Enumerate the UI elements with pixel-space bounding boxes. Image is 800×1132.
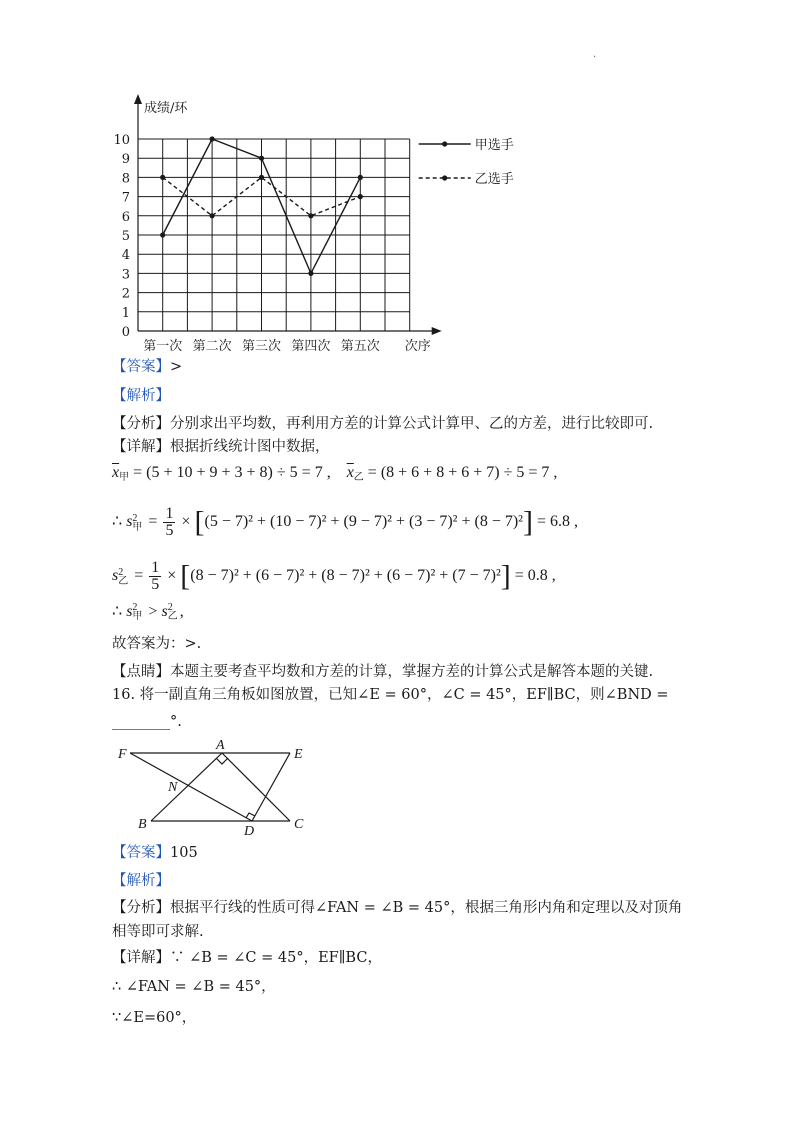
series-point <box>358 175 363 180</box>
triangle-diagram <box>118 736 318 841</box>
q15-answer-line <box>112 357 182 377</box>
y-tick-label: 10 <box>113 133 130 148</box>
segment-BA <box>151 753 222 821</box>
answer-tag: 【答案】 <box>112 359 170 375</box>
line-chart <box>110 88 550 353</box>
legend-point <box>442 141 447 146</box>
series-point <box>259 175 264 180</box>
var-yi-expr: (8 − 7)² + (6 − 7)² + (8 − 7)² + (6 − 7)² + (7 − 7)² <box>190 567 501 585</box>
series-point <box>160 175 165 180</box>
x-tick-label: 第三次 <box>241 339 282 353</box>
fenxi-text: 分别求出平均数，再利用方差的计算公式计算甲、乙的方差，进行比较即可. <box>170 416 654 432</box>
series-point <box>210 136 215 141</box>
y-tick-label: 0 <box>121 325 130 340</box>
y-axis-arrow <box>134 94 142 104</box>
y-tick-label: 6 <box>121 209 130 225</box>
analysis-tag: 【解析】 <box>112 873 170 889</box>
q15-var-yi-line: s2 乙 = $\frac{1}{5}$ × [(8 − 7)² + (6 − 7)² + (8 − 7)² + (6 − 7)² + (7 − 7)²] = 0.8 , <box>112 559 556 593</box>
q15-analysis-line <box>112 386 170 406</box>
series-point <box>358 194 363 199</box>
series-point <box>210 213 215 218</box>
answer-value: > <box>170 359 183 375</box>
label-A: A <box>216 738 225 753</box>
label-B: B <box>138 817 147 832</box>
y-axis-label: 成绩/环 <box>144 101 188 116</box>
q15-comment-line <box>112 662 653 682</box>
y-tick-label: 1 <box>121 305 130 321</box>
fenxi-tag: 【分析】 <box>112 900 170 916</box>
chart-grid <box>138 139 410 331</box>
legend-label: 乙选手 <box>474 172 514 187</box>
y-tick-label: 3 <box>121 267 130 283</box>
series-point <box>308 271 313 276</box>
x-axis-arrow <box>432 327 442 335</box>
var-jia-result: = 6.8 , <box>536 513 578 531</box>
fenxi-tag: 【分析】 <box>112 416 170 432</box>
x-tick-label: 第四次 <box>291 339 331 353</box>
chart-labels <box>113 100 430 353</box>
chart-axes <box>134 94 442 335</box>
var-jia-expr: (5 − 7)² + (10 − 7)² + (9 − 7)² + (3 − 7)² + (8 − 7)² <box>204 513 523 531</box>
q16-analysis-line <box>112 871 170 891</box>
q15-mean-line: $\overline{x}_甲 = (5 + 10 + 9 + 3 + 8) \div 5 = 7$ , $\overline{x}_乙 = (8 + 6 + 8 + 6 + 7) \div 5 = 7$ , <box>112 464 558 483</box>
detail-text: ∵ ∠B = ∠C = 45°，EF∥BC， <box>170 950 382 966</box>
label-N: N <box>168 780 178 795</box>
q15-fenxi-line <box>112 414 653 434</box>
q16-fenxi-line1 <box>112 898 682 918</box>
var-yi-result: = 0.8 , <box>514 567 556 585</box>
segment-DE <box>252 753 290 821</box>
q15-var-jia-line: ∴ s2 甲 = $\frac{1}{5}$ × [(5 − 7)² + (10 − 7)² + (9 − 7)² + (3 − 7)² + (8 − 7)²] = 6.8 , <box>112 505 578 539</box>
y-tick-label: 4 <box>121 248 130 264</box>
y-tick-label: 7 <box>121 190 130 206</box>
q16-answer-line <box>112 843 198 863</box>
answer-tag: 【答案】 <box>112 845 170 861</box>
x-tick-label: 第二次 <box>192 339 232 353</box>
right-angle-mark-A <box>216 758 228 764</box>
legend-point <box>442 175 447 180</box>
analysis-tag: 【解析】 <box>112 388 170 404</box>
detail-text: 根据折线统计图中数据， <box>170 439 330 455</box>
q15-final-line: 故答案为：>. <box>112 636 202 652</box>
segment-AC <box>222 753 290 821</box>
compare-tail: , <box>179 603 184 620</box>
label-F: F <box>118 747 127 762</box>
page-mark: · <box>593 52 597 63</box>
label-E: E <box>294 747 303 762</box>
y-tick-label: 9 <box>121 152 130 168</box>
y-tick-label: 8 <box>121 171 130 187</box>
y-tick-label: 5 <box>121 229 130 244</box>
comment-tag: 【点睛】 <box>112 664 170 680</box>
q16-stem-line2: ________°. <box>112 714 182 730</box>
q15-detail-line <box>112 437 330 457</box>
series-point <box>259 156 264 161</box>
q16-detail-line1 <box>112 948 382 968</box>
fenxi-text: 根据平行线的性质可得∠FAN = ∠B = 45°，根据三角形内角和定理以及对顶角 <box>170 900 683 916</box>
x-tick-label: 第一次 <box>143 339 183 353</box>
segment-FD <box>130 753 252 821</box>
chart-legend <box>419 137 514 187</box>
answer-value: 105 <box>170 845 198 861</box>
q16-detail-line2: ∴ ∠FAN = ∠B = 45°， <box>112 979 276 995</box>
label-C: C <box>294 817 304 832</box>
label-D: D <box>244 824 255 839</box>
q16-detail-line3: ∵∠E=60°， <box>112 1010 197 1026</box>
detail-tag: 【详解】 <box>112 439 170 455</box>
q16-stem-line1: 16. 将一副直角三角板如图放置，已知∠E = 60°，∠C = 45°，EF∥BC，则∠BND = <box>112 687 669 703</box>
q15-compare-line: ∴ s2 甲 > s2 乙 , <box>112 602 184 623</box>
series-point <box>308 213 313 218</box>
x-axis-label: 次序 <box>404 339 431 353</box>
legend-label: 甲选手 <box>474 138 514 153</box>
detail-tag: 【详解】 <box>112 950 170 966</box>
series-point <box>160 232 165 237</box>
q16-fenxi-line2: 相等即可求解. <box>112 924 204 940</box>
mean-yi-expr: = (8 + 6 + 8 + 6 + 7) ÷ 5 = 7 , <box>367 464 558 481</box>
mean-jia-expr: = (5 + 10 + 9 + 3 + 8) ÷ 5 = 7 , <box>133 464 331 481</box>
x-tick-label: 第五次 <box>340 339 380 353</box>
comment-text: 本题主要考查平均数和方差的计算，掌握方差的计算公式是解答本题的关键. <box>170 664 654 680</box>
y-tick-label: 2 <box>121 286 130 302</box>
